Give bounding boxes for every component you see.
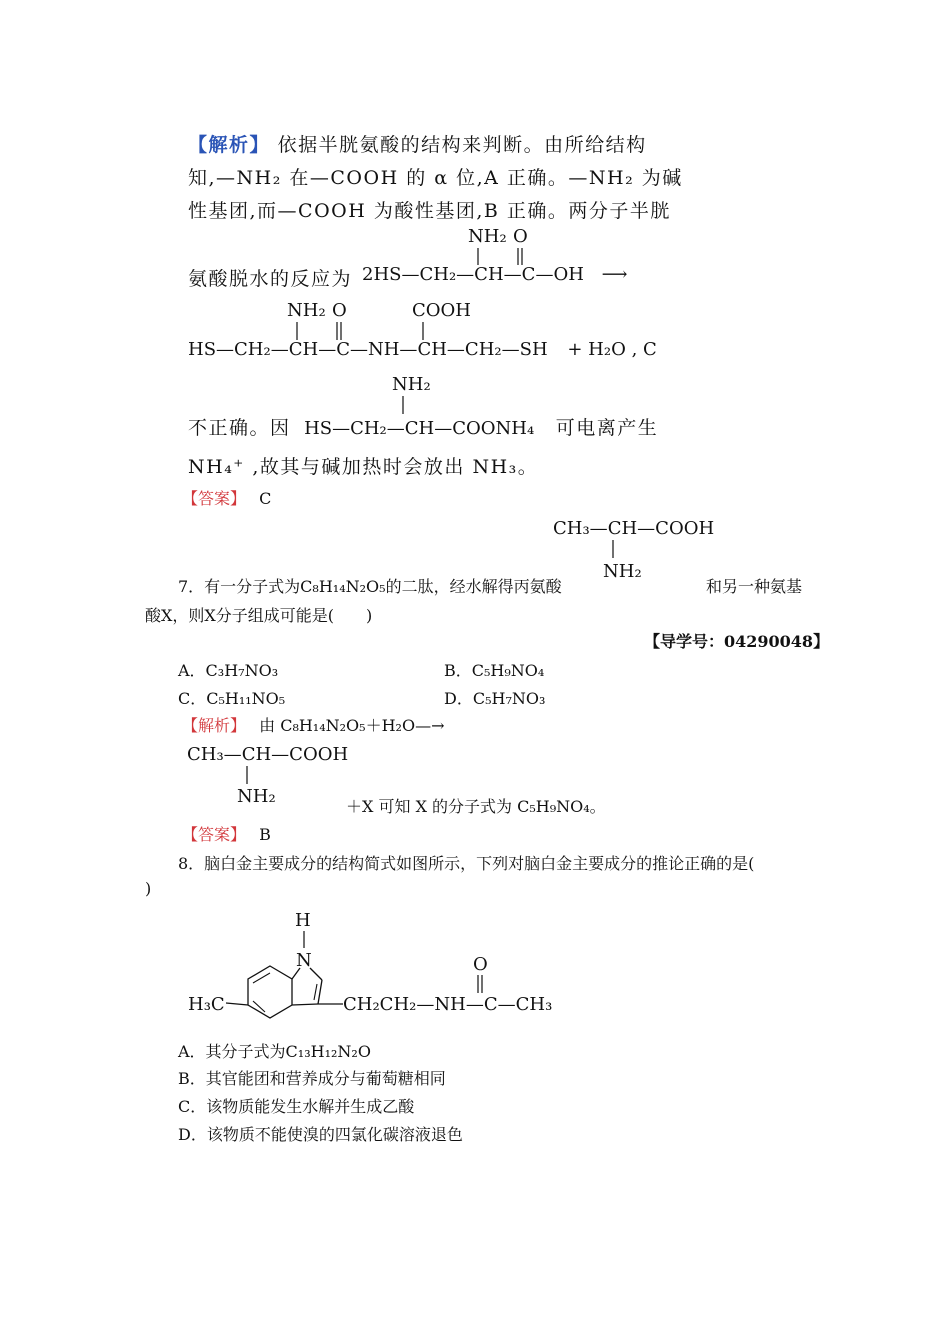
alanine2-ch: CH bbox=[241, 744, 272, 765]
alanine-ch3: CH₃— bbox=[553, 518, 608, 539]
q7-explanation-line2: ＋X 可知 X 的分子式为 C₅H₉NO₄。 bbox=[346, 797, 606, 816]
salt-ch: CH bbox=[404, 418, 435, 439]
reactant-prefix: 2HS—CH₂— bbox=[362, 264, 475, 285]
answer-tag: 【答案】 bbox=[182, 489, 247, 508]
q6-explanation-line3: 性基团,而—COOH 为酸性基团,B 正确。两分子半胱 bbox=[188, 200, 671, 222]
product-carbonyl-oxygen: O bbox=[332, 300, 347, 321]
reactant-carbonyl-oxygen: O bbox=[513, 226, 528, 247]
explanation-tag: 【解析】 bbox=[182, 716, 247, 735]
q7-reference-number: 【导学号：04290048】 bbox=[644, 632, 830, 651]
q7-option-a: A．C₃H₇NO₃ bbox=[178, 661, 279, 680]
melatonin-o-atom: O bbox=[473, 954, 488, 975]
product-dash2: —NH— bbox=[349, 339, 418, 360]
explanation-text: 依据半胱氨酸的结构来判断。由所给结构 bbox=[277, 134, 647, 156]
q8-line1: 8．脑白金主要成分的结构简式如图所示，下列对脑白金主要成分的推论正确的是( bbox=[178, 854, 755, 873]
salt-tail: —COONH₄ bbox=[434, 418, 535, 439]
explanation-tag: 【解析】 bbox=[188, 134, 271, 156]
alanine2-amino-group: NH₂ bbox=[237, 786, 276, 807]
acetyl-methyl: —CH₃ bbox=[497, 994, 553, 1015]
q7-line1-suffix: 和另一种氨基 bbox=[706, 577, 803, 596]
reactant-dash: — bbox=[503, 264, 522, 285]
q8-option-c: C．该物质能发生水解并生成乙酸 bbox=[178, 1097, 415, 1116]
line7-suffix: 可电离产生 bbox=[555, 417, 659, 439]
melatonin-side-chain bbox=[343, 994, 552, 1015]
side-chain-text: CH₂CH₂—NH— bbox=[343, 994, 484, 1015]
product-seg1: HS—CH₂— bbox=[188, 339, 289, 360]
q8-option-d: D．该物质不能使溴的四氯化碳溶液退色 bbox=[178, 1125, 463, 1144]
salt-seg1: HS—CH₂— bbox=[304, 418, 405, 439]
q6-explanation-line4: 氨酸脱水的反应为 bbox=[188, 268, 353, 290]
carbonyl-carbon: C bbox=[483, 994, 498, 1015]
q6-explanation-line8: NH₄⁺ ,故其与碱加热时会放出 NH₃。 bbox=[188, 456, 539, 478]
q8-option-b: B．其官能团和营养成分与葡萄糖相同 bbox=[178, 1069, 446, 1088]
product-c: C bbox=[336, 339, 350, 360]
q6-explanation-line2: 知,—NH₂ 在—COOH 的 α 位,A 正确。—NH₂ 为碱 bbox=[188, 167, 683, 189]
salt-amino-group: NH₂ bbox=[392, 374, 431, 395]
reactant-amino-group: NH₂ bbox=[468, 226, 507, 247]
alanine-amino-group: NH₂ bbox=[603, 561, 642, 582]
answer-value: C bbox=[259, 489, 272, 508]
reactant-c: C bbox=[521, 264, 536, 285]
product-tail: —CH₂—SH bbox=[446, 339, 548, 360]
q7-line1: 7．有一分子式为C₈H₁₄N₂O₅的二肽，经水解得丙氨酸 bbox=[178, 577, 562, 596]
product-ch2: CH bbox=[417, 339, 447, 360]
line7-prefix: 不正确。因 bbox=[188, 417, 291, 439]
alanine2-tail: —COOH bbox=[271, 744, 349, 765]
reaction-arrow: ⟶ bbox=[601, 264, 628, 285]
answer-value: B bbox=[259, 825, 271, 844]
product-carboxyl-group: COOH bbox=[412, 300, 471, 321]
product-dash1: — bbox=[318, 339, 337, 360]
product-amino-group: NH₂ bbox=[287, 300, 326, 321]
product-ch1: CH bbox=[288, 339, 319, 360]
q7-option-d: D．C₅H₇NO₃ bbox=[444, 689, 546, 708]
reactant-tail: —OH bbox=[535, 264, 584, 285]
melatonin-h-atom: H bbox=[295, 910, 311, 931]
q8-line2: ) bbox=[145, 879, 152, 898]
alanine-tail: —COOH bbox=[637, 518, 715, 539]
melatonin-methyl: H₃C bbox=[188, 994, 225, 1015]
melatonin-n-atom: N bbox=[296, 950, 312, 971]
q8-option-a: A．其分子式为C₁₃H₁₂N₂O bbox=[178, 1042, 371, 1061]
reactant-ch: CH bbox=[474, 264, 504, 285]
alanine-ch: CH bbox=[607, 518, 638, 539]
q7-option-c: C．C₅H₁₁NO₅ bbox=[178, 689, 286, 708]
answer-tag: 【答案】 bbox=[182, 825, 247, 844]
product-rest: + H₂O , C bbox=[567, 339, 657, 360]
q7-option-b: B．C₅H₉NO₄ bbox=[444, 661, 545, 680]
alanine2-ch3: CH₃— bbox=[187, 744, 242, 765]
q7-line2: 酸X，则X分子组成可能是( ) bbox=[145, 606, 373, 625]
explanation-text: 由 C₈H₁₄N₂O₅＋H₂O—→ bbox=[259, 716, 445, 735]
